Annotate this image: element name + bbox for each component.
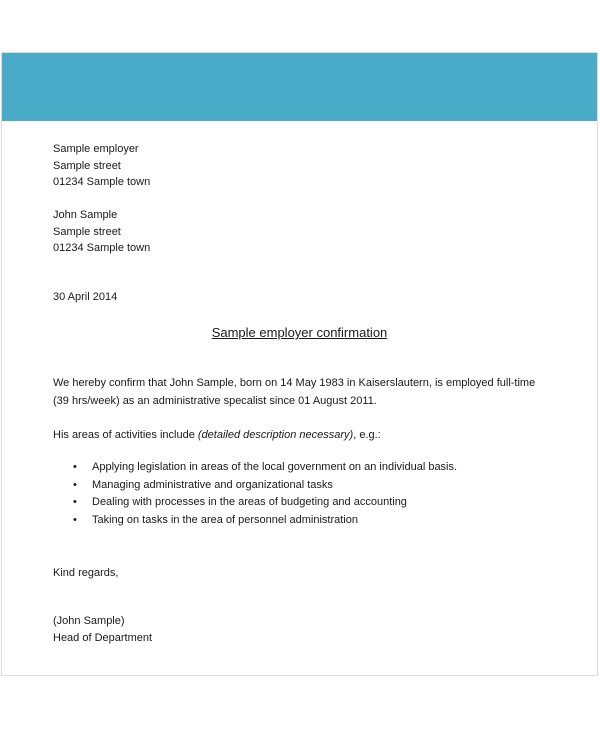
sender-name: Sample employer [53,143,139,155]
confirmation-line-2: (39 hrs/week) as an administrative specalist since 01 August 2011. [53,394,377,407]
signature-block [53,613,152,646]
bullet-icon: • [73,461,77,473]
sender-town: 01234 Sample town [53,176,151,188]
confirmation-paragraph [53,375,553,410]
activities-suffix: , e.g.: [353,429,381,441]
recipient-name: John Sample [53,209,118,221]
activities-intro [53,427,553,445]
closing [53,565,118,582]
letter-title: Sample employer confirmation [211,325,388,340]
list-item-text: Applying legislation in areas of the local government on an individual basis. [92,461,458,473]
list-item [53,494,457,512]
bullet-icon: • [73,478,77,491]
list-item-text: Dealing with processes in the areas of budgeting and accounting [92,496,407,508]
sender-street: Sample street [53,159,121,172]
activities-list [53,459,457,529]
bullet-icon: • [73,496,77,508]
list-item-text: Taking on tasks in the area of personnel administration [92,513,358,526]
activities-intro-text: His areas of activities include [53,429,198,441]
recipient-address [53,207,150,257]
signature-name: (John Sample) [53,615,125,627]
sender-address [53,141,150,191]
letter-date [53,289,117,306]
recipient-town: 01234 Sample town [53,242,151,254]
list-item-text: Managing administrative and organizational tasks [92,478,333,491]
activities-note: (detailed description necessary) [197,429,354,441]
recipient-street: Sample street [53,225,121,238]
list-item [53,512,457,530]
list-item [53,459,457,477]
confirmation-line-1: We hereby confirm that John Sample, born on 14 May 1983 in Kaiserslautern, is employed full-time [53,377,536,389]
header-banner [2,53,597,121]
list-item [53,477,457,495]
bullet-icon: • [73,513,77,526]
signature-position: Head of Department [53,631,153,644]
letter-page [1,52,598,676]
date-text: 30 April 2014 [53,291,118,303]
closing-text: Kind regards, [53,567,119,579]
